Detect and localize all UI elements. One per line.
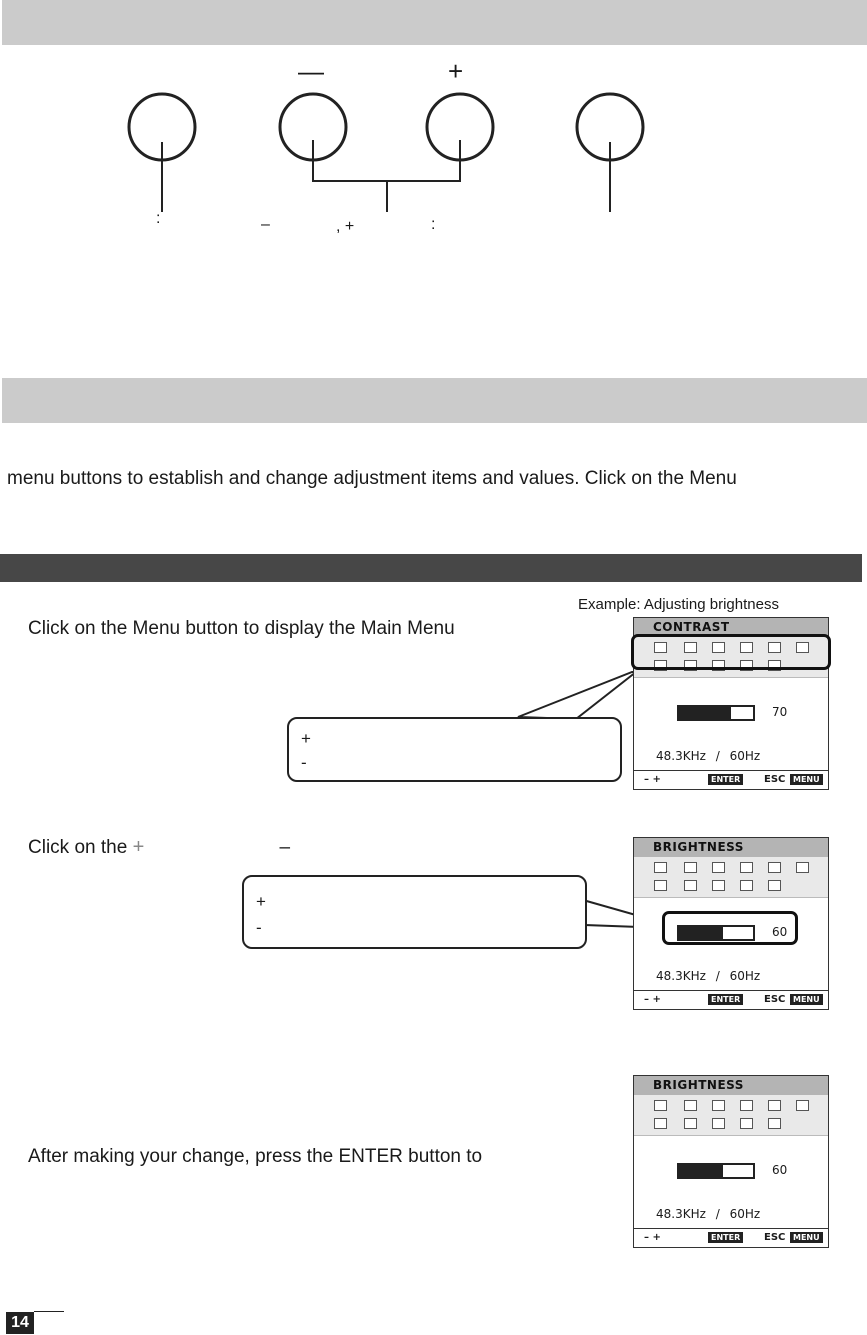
minus-symbol: — bbox=[298, 56, 324, 86]
callout-minus: - bbox=[256, 918, 262, 937]
osd-footer: – + ENTER ESC MENU bbox=[634, 1228, 828, 1247]
osd-frequency: 48.3KHz / 60Hz bbox=[656, 749, 761, 763]
button-panel-diagram bbox=[0, 0, 867, 240]
step1-text: Click on the Menu button to display the Main Menu bbox=[28, 618, 455, 639]
osd-level-bar bbox=[677, 705, 755, 721]
osd-value: 70 bbox=[772, 705, 788, 719]
osd-title: BRIGHTNESS bbox=[634, 838, 828, 857]
osd-screen-brightness-confirm bbox=[633, 1075, 829, 1248]
page-number: 14 bbox=[6, 1312, 34, 1334]
minus-label: – bbox=[261, 216, 270, 233]
osd-title: CONTRAST bbox=[634, 618, 828, 637]
callout-plus: + bbox=[301, 729, 311, 748]
comma-plus-label: , + bbox=[336, 218, 355, 235]
section-header-band-middle bbox=[2, 378, 867, 423]
osd-value: 60 bbox=[772, 925, 788, 939]
step2-callout bbox=[242, 875, 587, 949]
callout-plus: + bbox=[256, 892, 266, 911]
osd-icon-row bbox=[634, 1095, 828, 1136]
osd-icon-row bbox=[634, 857, 828, 898]
plus-symbol: + bbox=[448, 56, 464, 86]
menu-button-label-colon: : bbox=[156, 210, 161, 227]
step2-text: Click on the + – bbox=[28, 836, 291, 858]
icon-row-highlight bbox=[631, 634, 831, 670]
adjust-label-colon: : bbox=[431, 216, 436, 233]
osd-frequency: 48.3KHz / 60Hz bbox=[656, 969, 761, 983]
osd-frequency: 48.3KHz / 60Hz bbox=[656, 1207, 761, 1221]
osd-title: BRIGHTNESS bbox=[634, 1076, 828, 1095]
osd-level-bar bbox=[677, 1163, 755, 1179]
callout-minus: - bbox=[301, 753, 307, 772]
page-number-rule bbox=[34, 1311, 64, 1312]
osd-value: 60 bbox=[772, 1163, 788, 1177]
step1-callout bbox=[287, 717, 622, 782]
osd-footer: – + ENTER ESC MENU bbox=[634, 770, 828, 789]
value-bar-highlight bbox=[662, 911, 798, 945]
example-label: Example: Adjusting brightness bbox=[578, 596, 779, 613]
section-header-band-dark bbox=[0, 554, 862, 582]
step3-text: After making your change, press the ENTER button to bbox=[28, 1146, 483, 1167]
osd-footer: – + ENTER ESC MENU bbox=[634, 990, 828, 1009]
intro-paragraph: menu buttons to establish and change adjustment items and values. Click on the Menu bbox=[7, 468, 737, 489]
